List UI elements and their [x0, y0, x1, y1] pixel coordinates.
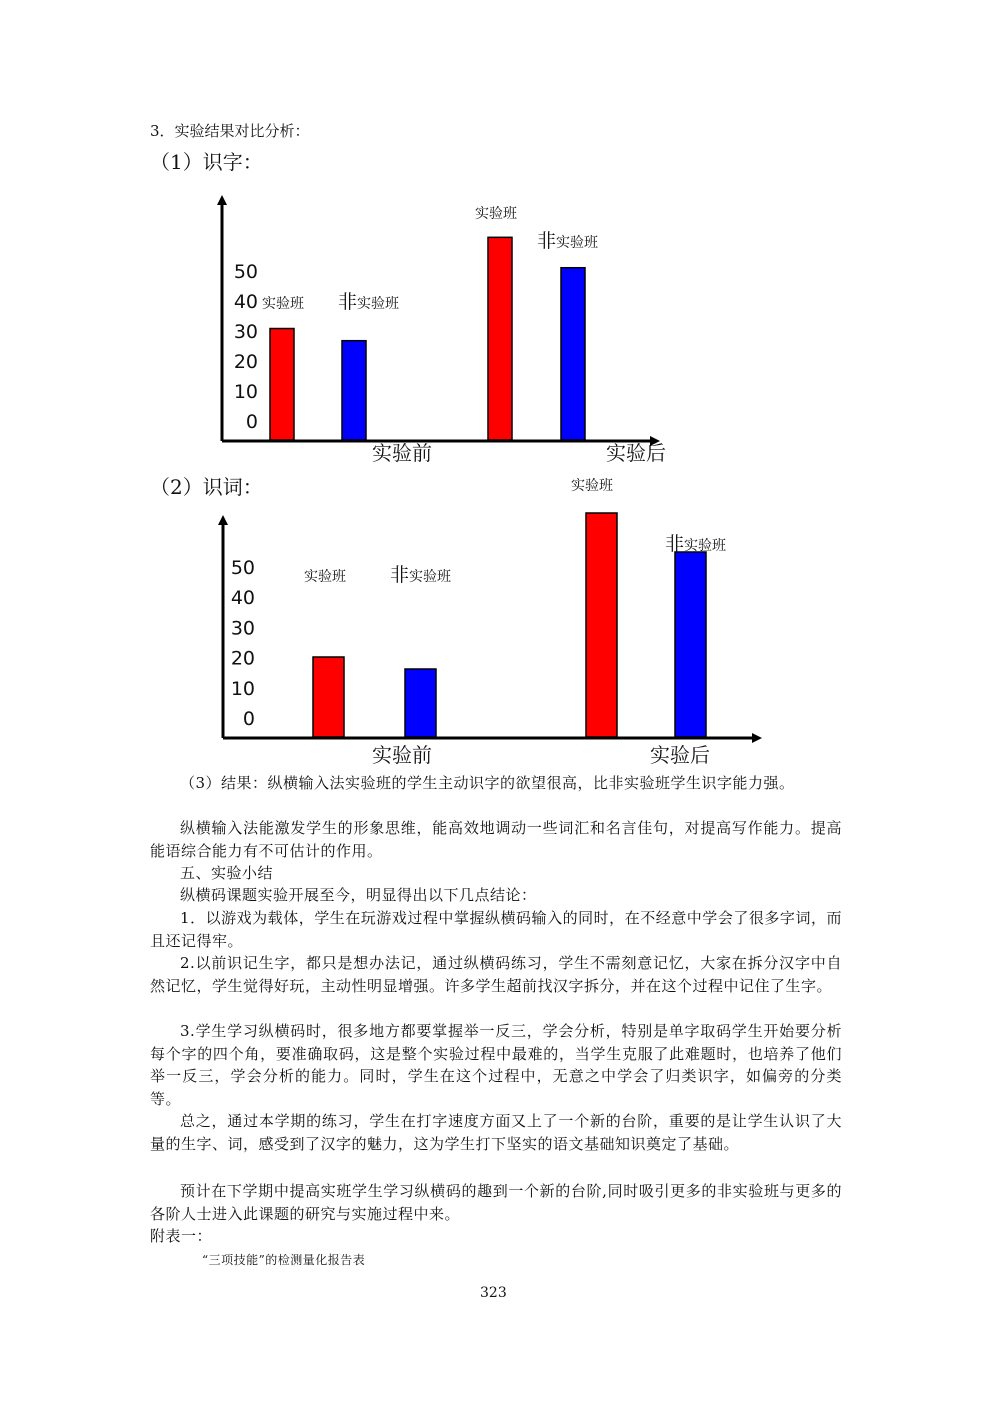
y-tick-label: 50 — [230, 557, 255, 579]
conclusion-2: 2.以前识记生字，都只是想办法记，通过纵横码练习，学生不需刻意记忆，大家在拆分汉字中自然记忆，学生觉得好玩，主动性明显增强。许多学生超前找汉字拆分，并在这个过程中记住了生字。 — [150, 954, 842, 995]
bar-experimental — [488, 237, 512, 440]
bar-label: 实验班 — [304, 569, 346, 585]
y-tick-label: 0 — [245, 411, 258, 433]
chart-characters — [150, 180, 690, 470]
bar-label: 非实验班 — [537, 230, 599, 252]
y-tick-label: 30 — [230, 617, 255, 640]
y-tick-label: 50 — [233, 261, 258, 283]
y-axis-arrow-icon — [217, 195, 227, 205]
appendix-label: 附表一： — [150, 1227, 213, 1245]
bar-label: 非实验班 — [665, 533, 727, 555]
bar-experimental — [270, 329, 294, 440]
conclusion-3: 3.学生学习纵横码时，很多地方都要掌握举一反三，学会分析，特别是单字取码学生开始要分析每个字的四个角，要准确取码，这是整个实验过程中最难的，当学生克服了此难题时，也培养了他们举一反三，学会分析的能力。同时，学生在这个过程中，无意之中学会了归类识字，如偏旁的分类等。 — [150, 1022, 842, 1108]
x-category-label: 实验前 — [372, 743, 432, 767]
bar-label: 实验班 — [475, 206, 517, 222]
x-category-label: 实验后 — [606, 441, 666, 465]
section-5-heading: 五、实验小结 — [180, 864, 274, 882]
subheading-characters: （1）识字： — [150, 150, 263, 174]
bar-label: 非实验班 — [390, 564, 452, 586]
bar-experimental — [586, 513, 617, 737]
bar-label: 非实验班 — [338, 291, 400, 313]
result-paragraph-2: 纵横输入法能激发学生的形象思维，能高效地调动一些词汇和名言佳句，对提高写作能力。提高能语综合能力有不可估计的作用。 — [150, 819, 842, 860]
conclusion-intro: 纵横码课题实验开展至今，明显得出以下几点结论： — [180, 886, 537, 904]
page-number: 323 — [480, 1285, 507, 1301]
bar-non-experimental — [342, 341, 366, 440]
bar-label: 实验班 — [571, 478, 613, 494]
y-tick-label: 10 — [233, 381, 258, 403]
y-tick-label: 40 — [233, 291, 258, 313]
bar-non-experimental — [405, 669, 436, 737]
x-category-label: 实验前 — [372, 441, 432, 465]
y-tick-label: 20 — [230, 647, 255, 670]
forecast-paragraph: 预计在下学期中提高实班学生学习纵横码的趣到一个新的台阶,同时吸引更多的非实验班与更多的各阶人士进入此课题的研究与实施过程中来。 — [150, 1182, 842, 1223]
x-axis-arrow-icon — [752, 733, 762, 743]
section-heading: 3．实验结果对比分析： — [150, 122, 310, 140]
bar-label: 实验班 — [262, 296, 304, 312]
y-tick-label: 20 — [233, 351, 258, 373]
table-caption: “三项技能”的检测量化报告表 — [202, 1253, 366, 1267]
conclusion-1: 1．以游戏为载体，学生在玩游戏过程中掌握纵横码输入的同时，在不经意中学会了很多字词，而且还记得牢。 — [150, 909, 842, 950]
y-tick-label: 40 — [230, 587, 255, 610]
bar-experimental — [313, 657, 344, 737]
y-axis-arrow-icon — [218, 515, 228, 525]
bar-non-experimental — [675, 552, 706, 737]
y-tick-label: 10 — [230, 677, 255, 700]
y-tick-label: 0 — [242, 708, 255, 730]
y-tick-label: 30 — [233, 321, 258, 343]
subheading-words: （2）识词： — [150, 475, 263, 499]
result-paragraph-1: （3）结果：纵横输入法实验班的学生主动识字的欲望很高，比非实验班学生识字能力强。 — [180, 774, 795, 792]
x-category-label: 实验后 — [650, 743, 710, 767]
summary-paragraph: 总之，通过本学期的练习，学生在打字速度方面又上了一个新的台阶，重要的是让学生认识了大量的生字、词，感受到了汉字的魅力，这为学生打下坚实的语文基础知识奠定了基础。 — [150, 1112, 842, 1153]
bar-non-experimental — [561, 268, 585, 440]
